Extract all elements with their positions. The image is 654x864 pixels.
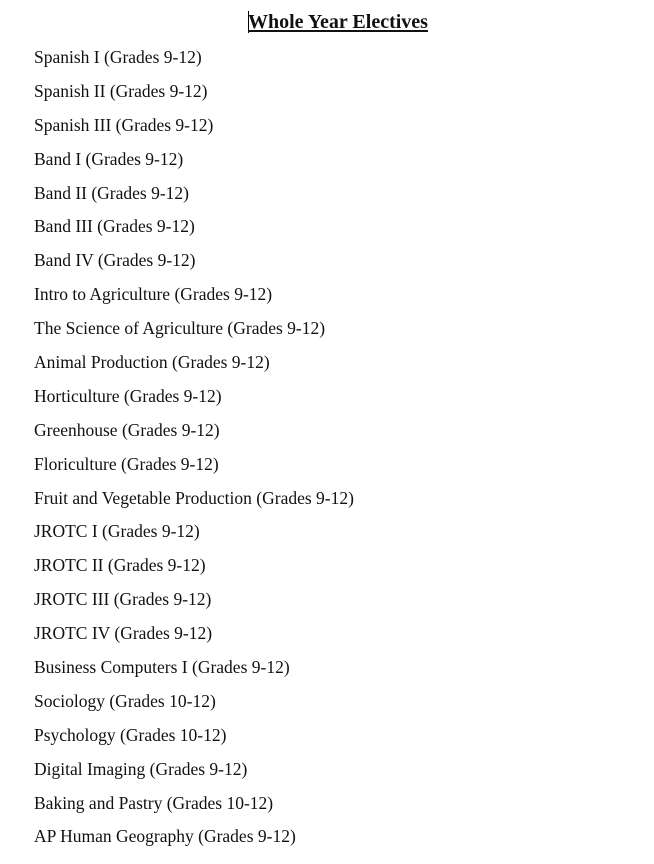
elective-item: Greenhouse (Grades 9-12) — [34, 419, 220, 440]
elective-item: Band I (Grades 9-12) — [34, 148, 184, 169]
elective-item: The Science of Agriculture (Grades 9-12) — [34, 318, 326, 339]
page-title: Whole Year Electives — [248, 11, 428, 33]
elective-item: JROTC I (Grades 9-12) — [34, 521, 200, 542]
elective-item: Band II (Grades 9-12) — [34, 182, 190, 203]
elective-item: JROTC IV (Grades 9-12) — [34, 623, 213, 644]
elective-item: Intro to Agriculture (Grades 9-12) — [34, 284, 273, 305]
elective-item: Floriculture (Grades 9-12) — [34, 453, 219, 474]
elective-item: Business Computers I (Grades 9-12) — [34, 657, 290, 678]
elective-item: Digital Imaging (Grades 9-12) — [34, 758, 248, 779]
elective-item: JROTC II (Grades 9-12) — [34, 555, 206, 576]
elective-item: Horticulture (Grades 9-12) — [34, 385, 222, 406]
elective-item: Spanish III (Grades 9-12) — [34, 114, 214, 135]
elective-item: AP Human Geography (Grades 9-12) — [34, 826, 296, 847]
elective-item: Sociology (Grades 10-12) — [34, 690, 216, 711]
elective-item: Spanish I (Grades 9-12) — [34, 47, 202, 67]
elective-item: Band III (Grades 9-12) — [34, 216, 195, 237]
elective-item: Baking and Pastry (Grades 10-12) — [34, 792, 274, 813]
elective-item: Band IV (Grades 9-12) — [34, 250, 196, 271]
elective-item: Fruit and Vegetable Production (Grades 9-12) — [34, 487, 354, 508]
elective-item: Animal Production (Grades 9-12) — [34, 352, 270, 373]
elective-item: Spanish II (Grades 9-12) — [34, 80, 208, 101]
elective-item: Psychology (Grades 10-12) — [34, 724, 227, 745]
electives-list — [34, 46, 354, 859]
elective-item: JROTC III (Grades 9-12) — [34, 589, 212, 610]
